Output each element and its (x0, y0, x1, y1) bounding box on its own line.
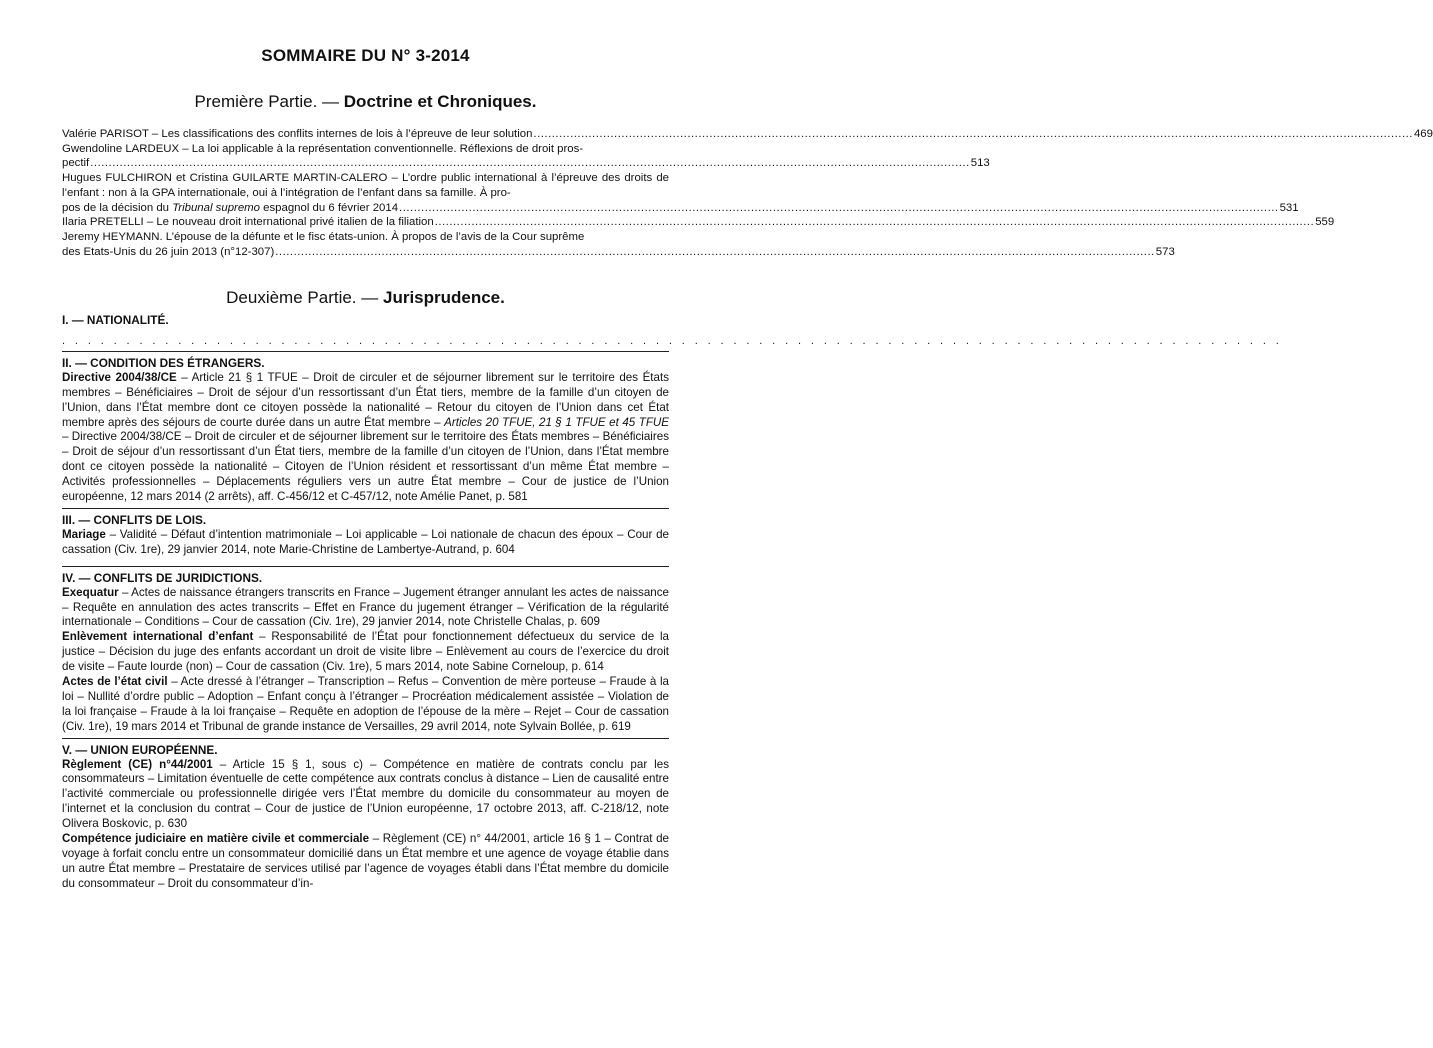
toc-entry[interactable] (62, 142, 990, 171)
toc-entry-page: 513 (970, 157, 990, 170)
part-one-title: Doctrine et Chroniques. (343, 92, 537, 111)
part-one-heading (62, 92, 669, 112)
section-heading-condition-etrangers: II. — CONDITION DES ÉTRANGERS. (62, 355, 265, 370)
part-one-prefix: Première Partie. — (194, 92, 344, 111)
jurisprudence-section (62, 313, 1283, 892)
case-text: – Directive 2004/38/CE – Droit de circuler et de séjourner librement sur le territoire des États membres – Bénéficiaires – Droit de séjour d’un ressortissant d’un État tiers, membre de la famille d’un citoyen de l’Union, dans l’État membre dont ce citoyen possède la nationalité – Citoyen de l’Union résident et ressortissant d’un même État membre – Activités professionnelles – Déplacements réguliers vers un autre État membre – Cour de justice de l’Union européenne, 12 mars 2014 (2 arrêts), aff. C-456/12 et C-457/12, note Amélie Panet, p. 581 (62, 430, 669, 504)
toc-entry[interactable] (62, 230, 1175, 259)
toc-entry-text: pectif (62, 157, 90, 170)
toc-entry-text: Hugues FULCHIRON et Cristina GUILARTE MARTIN-CALERO – L’ordre public international à l’épreuve des droits de l’enfant : non à la GPA internationale, oui à l’intégration de l’enfant dans sa famille. À pro- (62, 172, 669, 199)
case-summary (62, 758, 669, 833)
toc-entry-text: Ilaria PRETELLI – Le nouveau droit international privé italien de la filiation (62, 216, 434, 229)
case-summary (62, 630, 669, 675)
toc-entry-text: pos de la décision du (62, 201, 173, 214)
case-text: – Responsabilité de l’État pour fonctionnement défectueux du service de la justice – Décision du juge des enfants accordant un droit de visite libre – Enlèvement au cours de l’exercice du droit de visite – Faute lourde (non) – Cour de cassation (Civ. 1re), 5 mars 2014, note Sabine Corneloup, p. 614 (62, 630, 669, 674)
part-two-heading (62, 288, 669, 308)
toc-entry-text: Gwendoline LARDEUX – La loi applicable à la représentation conventionnelle. Réflexions de droit pros- (62, 142, 584, 155)
case-summary (62, 675, 669, 735)
table-of-contents (62, 127, 1433, 259)
section-heading-conflits-lois: III. — CONFLITS DE LOIS. (62, 512, 207, 527)
dot-leader-line: . . . . . . . . . . . . . . . . . . . . . . . . . . . . . . . . . . . . . . . . . . . . . . . . . . . . . . . . . . . . . . . . . . . . . . . . . . . . . . . . . . . . . . . . . . . . . . . (62, 334, 1283, 347)
case-keyword: Exequatur (62, 585, 119, 599)
case-keyword: Directive 2004/38/CE (62, 370, 177, 384)
section-heading-union-europeenne: V. — UNION EUROPÉENNE. (62, 742, 218, 757)
toc-entry-text: Jeremy HEYMANN. L’épouse de la défunte et le fisc états-union. À propos de l’avis de la Cour suprême (62, 230, 585, 243)
part-two-prefix: Deuxième Partie. — (226, 288, 383, 307)
case-text: – Actes de naissance étrangers transcrits en France – Jugement étranger annulant les actes de naissance – Requête en annulation des actes transcrits – Effet en France du jugement étranger – Vérification de la régularité internationale – Conditions – Cour de cassation (Civ. 1re), 29 janvier 2014, note Christelle Chalas, p. 609 (62, 585, 669, 629)
case-text: – Article 21 § 1 TFUE – Droit de circuler et de séjourner librement sur le territoire des États membres – Bénéficiaires – Droit de séjour d’un ressortissant d’un État tiers, membre de la famille d’un citoyen de l’Union, dans l’État membre dont ce citoyen possède la nationalité – Retour du citoyen de l’Union dans cet État membre après des séjours de courte durée dans un autre État membre – (62, 370, 669, 429)
section-divider (62, 566, 669, 567)
case-text: – Acte dressé à l’étranger – Transcription – Refus – Convention de mère porteuse – Fraude à la loi – Nullité d’ordre public – Adoption – Enfant conçu à l’étranger – Procréation médicalement assistée – Violation de la loi française – Fraude à la loi française – Requête en adoption de l’épouse de la mère – Rejet – Cour de cassation (Civ. 1re), 19 mars 2014 et Tribunal de grande instance de Versailles, 29 avril 2014, note Sylvain Bollée, p. 619 (62, 675, 669, 733)
toc-entry-page: 573 (1155, 245, 1175, 258)
section-divider (62, 508, 669, 509)
case-summary (62, 528, 669, 558)
toc-entry[interactable] (62, 171, 1299, 215)
section-divider (62, 738, 669, 739)
section-heading-nationalite: I. — NATIONALITÉ. (62, 313, 169, 327)
toc-entry-text: des Etats-Unis du 26 juin 2013 (n°12-307) (62, 245, 275, 258)
section-heading-conflits-juridictions: IV. — CONFLITS DE JURIDICTIONS. (62, 570, 263, 585)
case-summary (62, 832, 669, 892)
toc-entry-text: Valérie PARISOT – Les classifications des conflits internes de lois à l’épreuve de leur solution (62, 128, 533, 140)
case-keyword: Règlement (CE) n°44/2001 (62, 757, 213, 771)
case-summary (62, 371, 669, 505)
toc-entry-page: 531 (1279, 201, 1299, 214)
section-divider (62, 351, 669, 352)
toc-entry[interactable] (62, 215, 1335, 230)
case-keyword: Mariage (62, 527, 106, 541)
case-keyword: Actes de l’état civil (62, 675, 168, 689)
case-keyword: Enlèvement international d’enfant (62, 630, 254, 644)
toc-entry[interactable] (62, 127, 1433, 142)
case-text: – Règlement (CE) n° 44/2001, article 16 § 1 – Contrat de voyage à forfait conclu entre un consommateur domicilié dans un État membre et une agence de voyage établie dans un autre État membre – Prestataire de services utilisé par l’agence de voyages établi dans l’État membre du domicile du consommateur – Droit du consommateur d’in- (62, 832, 670, 890)
case-text: – Article 15 § 1, sous c) – Compétence en matière de contrats conclu par les consommateurs – Limitation éventuelle de cette compétence aux contrats conclus à distance – Lien de causalité entre l’activité commerciale ou professionnelle dirigée vers l’État membre du domicile du consommateur au moyen de l’internet et la conclusion du contrat – Cour de justice de l’Union européenne, 17 octobre 2013, aff. C-218/12, note Olivera Boskovic, p. 630 (62, 757, 670, 831)
document-title: SOMMAIRE DU N° 3-2014 (261, 46, 470, 65)
toc-entry-text: espagnol du 6 février 2014 (259, 201, 399, 214)
toc-entry-page: 469 (1413, 128, 1433, 140)
case-keyword: Compétence judiciaire en matière civile et commerciale (62, 832, 370, 846)
case-italic: Articles 20 TFUE, 21 § 1 TFUE et 45 TFUE (444, 415, 670, 429)
part-two-title: Jurisprudence. (382, 288, 505, 307)
case-text: – Validité – Défaut d’intention matrimoniale – Loi applicable – Loi nationale de chacun des époux – Cour de cassation (Civ. 1re), 29 janvier 2014, note Marie-Christine de Lambertye-Autrand, p. 604 (62, 527, 669, 556)
toc-entry-italic: Tribunal supremo (172, 201, 260, 214)
toc-entry-page: 559 (1315, 216, 1335, 229)
case-summary (62, 586, 669, 631)
